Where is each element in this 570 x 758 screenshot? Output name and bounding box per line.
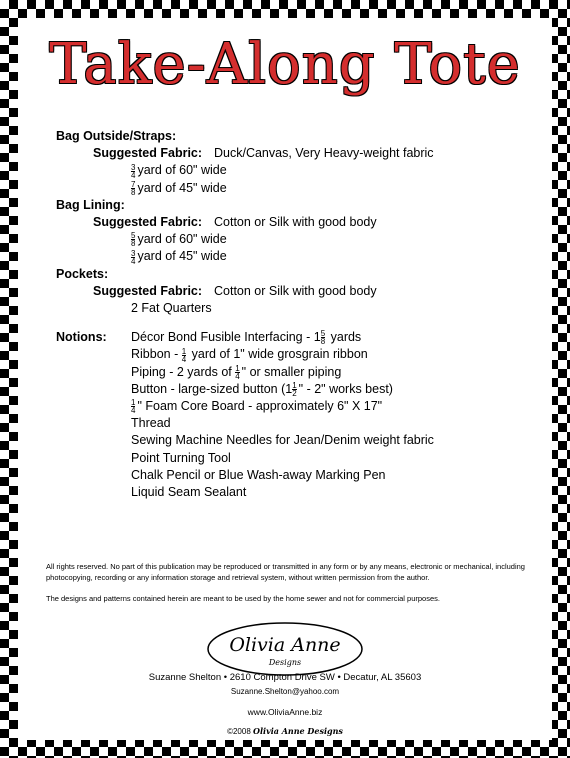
section-heading: Bag Lining: <box>56 197 125 212</box>
notion-item: Piping - 2 yards of $\frac{1}{4}$ " or smaller piping <box>131 363 342 381</box>
email-link[interactable]: Suzanne.Shelton@yahoo.com <box>230 687 340 696</box>
fraction: $\frac{5}{8}$ <box>131 231 136 249</box>
yardage-row: $\frac{7}{8}$ yard of 45" wide <box>131 179 227 197</box>
logo-name: Olivia Anne <box>229 634 341 656</box>
yardage-row: $\frac{5}{8}$ yard of 60" wide <box>131 231 227 249</box>
copyright-brand: Olivia Anne Designs <box>253 726 343 736</box>
fraction: $\frac{7}{8}$ <box>131 179 136 197</box>
page-title: Take-Along Tote <box>49 32 521 97</box>
materials-list <box>56 128 536 501</box>
fabric-text: Duck/Canvas, Very Heavy-weight fabric <box>214 146 434 161</box>
notion-item: Liquid Seam Sealant <box>131 485 247 500</box>
suggested-fabric-row <box>56 145 536 162</box>
page-body <box>18 18 552 740</box>
use-notice: The designs and patterns contained herein are meant to be used by the home sewer and not for commercial purposes. <box>46 594 440 603</box>
yardage-row: $\frac{3}{4}$ yard of 45" wide <box>131 248 227 266</box>
logo-sub: Designs <box>268 658 302 667</box>
fraction: $\frac{1}{4}$ <box>181 346 187 364</box>
suggested-fabric-row <box>56 214 536 231</box>
fraction: $\frac{1}{4}$ <box>235 363 240 381</box>
address: Suzanne Shelton • 2610 Compton Drive SW • Decatur, AL 35603 <box>148 672 422 683</box>
section-heading: Bag Outside/Straps: <box>56 129 177 143</box>
legal-notice <box>46 561 528 614</box>
website-link[interactable]: www.OliviaAnne.biz <box>247 707 323 717</box>
rights-notice: All rights reserved. No part of this publication may be reproduced or transmitted in any form or by any means, electronic or mechanical, including photocopying, recording or any information storage and retrieval system, without written permission from the author. <box>46 562 525 582</box>
suggested-fabric-row <box>56 283 536 300</box>
notion-item: Chalk Pencil or Blue Wash-away Marking Pen <box>131 467 386 482</box>
fabric-text: Cotton or Silk with good body <box>214 215 377 230</box>
suggested-fabric-label: Suggested Fabric: <box>93 146 203 161</box>
copyright: ©2008 Olivia Anne Designs <box>227 726 343 736</box>
fraction: $\frac{1}{4}$ <box>131 398 136 416</box>
notions-list <box>56 329 536 501</box>
suggested-fabric-label: Suggested Fabric: <box>93 283 203 298</box>
brand-logo <box>205 620 365 678</box>
notion-item: Ribbon - $\frac{1}{4}$ yard of 1" wide grosgrain ribbon <box>131 346 368 364</box>
fraction: $\frac{3}{4}$ <box>131 162 136 180</box>
fraction: $\frac{3}{4}$ <box>131 248 136 266</box>
notion-item: Button - large-sized button (1 $\frac{1}{2}$ " - 2" works best) <box>131 381 393 399</box>
fraction: $\frac{1}{2}$ <box>292 381 297 399</box>
notions-label: Notions: <box>56 330 107 345</box>
notion-item: Sewing Machine Needles for Jean/Denim weight fabric <box>131 433 434 448</box>
notion-item: Point Turning Tool <box>131 450 231 465</box>
section-heading: Pockets: <box>56 266 109 281</box>
fraction: $\frac{5}{8}$ <box>320 329 326 347</box>
fabric-text: Cotton or Silk with good body <box>214 283 377 298</box>
notion-item: Notions: Décor Bond Fusible Interfacing - 1 $\frac{5}{8}$ yards <box>56 329 362 347</box>
notion-item: Thread <box>131 416 171 431</box>
suggested-fabric-label: Suggested Fabric: <box>93 215 203 230</box>
yardage-row: $\frac{3}{4}$ yard of 60" wide <box>131 162 227 180</box>
notion-item: $\frac{1}{4}$ " Foam Core Board - approximately 6" X 17" <box>131 398 383 416</box>
fat-quarters-row: 2 Fat Quarters <box>131 301 212 316</box>
